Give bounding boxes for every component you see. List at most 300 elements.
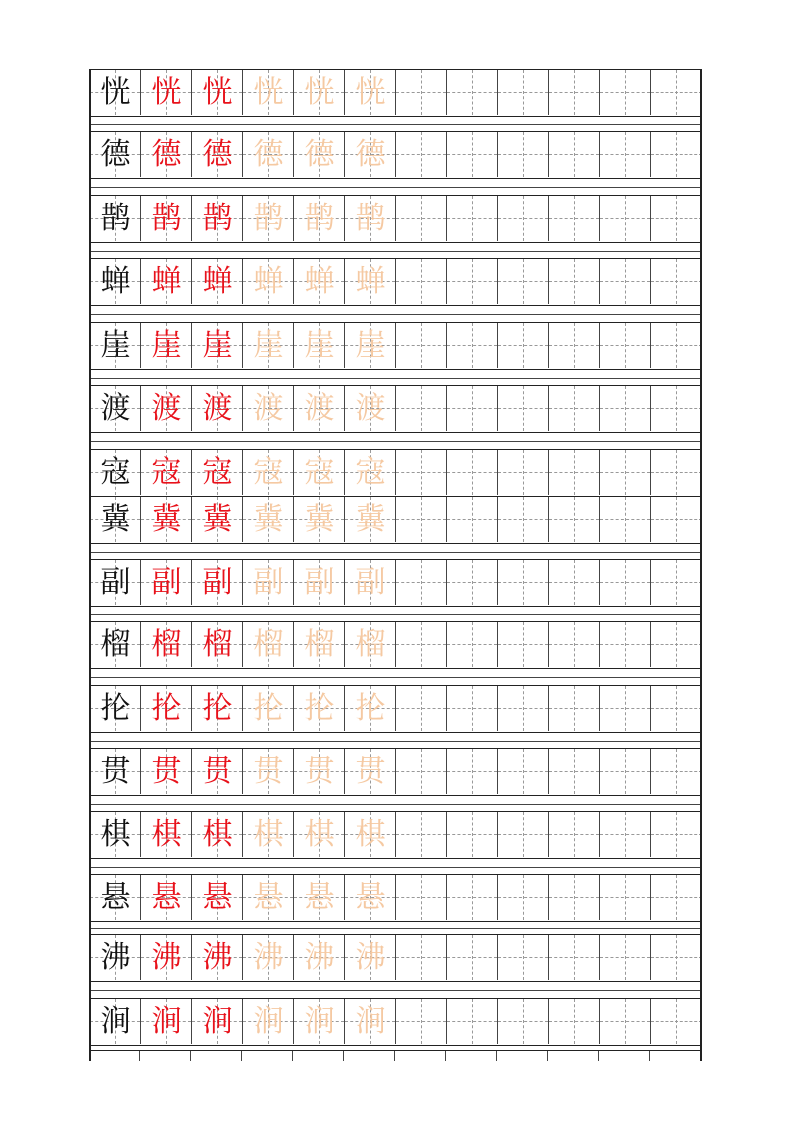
trace-character: 蝉 (304, 264, 335, 299)
guide-line-horizontal (396, 218, 446, 219)
grid-cell (89, 1051, 140, 1061)
red-sample-character: 副 (202, 565, 233, 600)
grid-cell (141, 935, 192, 980)
grid-cell[interactable] (396, 560, 447, 605)
guide-line-horizontal (396, 957, 446, 958)
grid-cell[interactable] (396, 497, 447, 542)
row-separator (89, 804, 701, 805)
grid-cell[interactable] (498, 935, 549, 980)
grid-cell[interactable] (600, 999, 651, 1044)
guide-line-horizontal (396, 1021, 446, 1022)
guide-line-horizontal (498, 519, 548, 520)
grid-cell[interactable] (549, 812, 600, 857)
grid-cell (243, 999, 294, 1044)
guide-line-horizontal (549, 708, 599, 709)
grid-cell (192, 450, 243, 495)
trace-character: 崖 (304, 328, 335, 363)
grid-cell (345, 323, 396, 368)
guide-line-horizontal (396, 519, 446, 520)
practice-row (89, 131, 701, 179)
grid-cell[interactable] (447, 686, 498, 731)
red-sample-character: 沸 (202, 940, 233, 975)
practice-row (89, 385, 701, 433)
grid-cell (243, 497, 294, 542)
guide-line-horizontal (498, 92, 548, 93)
grid-cell[interactable] (396, 749, 447, 794)
guide-line-horizontal (498, 408, 548, 409)
grid-cell (192, 812, 243, 857)
grid-cell (243, 622, 294, 667)
trace-character: 榴 (355, 627, 386, 662)
grid-cell (345, 259, 396, 304)
practice-row (89, 934, 701, 982)
grid-cell[interactable] (447, 70, 498, 115)
grid-cell[interactable] (396, 70, 447, 115)
grid-cell[interactable] (447, 935, 498, 980)
model-character: 寇 (100, 455, 131, 490)
grid-cell[interactable] (549, 132, 600, 177)
guide-line-horizontal (396, 281, 446, 282)
guide-line-horizontal (498, 345, 548, 346)
grid-cell[interactable] (498, 323, 549, 368)
practice-row (89, 496, 701, 544)
grid-cell (90, 259, 141, 304)
guide-line-horizontal (651, 345, 702, 346)
grid-cell[interactable] (498, 196, 549, 241)
trace-character: 贯 (355, 754, 386, 789)
grid-cell[interactable] (447, 497, 498, 542)
guide-line-horizontal (600, 897, 650, 898)
trace-character: 贯 (304, 754, 335, 789)
trace-character: 渡 (253, 391, 284, 426)
model-character: 崖 (100, 328, 131, 363)
grid-cell (141, 497, 192, 542)
grid-cell[interactable] (549, 259, 600, 304)
grid-cell (90, 875, 141, 920)
trace-character: 悬 (304, 880, 335, 915)
grid-cell[interactable] (447, 560, 498, 605)
grid-cell (497, 1051, 548, 1061)
grid-cell (90, 70, 141, 115)
practice-row (89, 69, 701, 117)
grid-cell (395, 1051, 446, 1061)
grid-cell (90, 560, 141, 605)
grid-cell[interactable] (396, 323, 447, 368)
trace-character: 棋 (253, 817, 284, 852)
grid-cell (192, 323, 243, 368)
grid-cell (90, 686, 141, 731)
grid-cell (90, 622, 141, 667)
trace-character: 鹊 (355, 201, 386, 236)
grid-cell[interactable] (396, 450, 447, 495)
grid-cell[interactable] (549, 196, 600, 241)
grid-cell (192, 70, 243, 115)
guide-line-horizontal (447, 644, 497, 645)
red-sample-character: 棋 (151, 817, 182, 852)
guide-line-horizontal (600, 957, 650, 958)
guide-line-horizontal (600, 472, 650, 473)
grid-cell (192, 686, 243, 731)
grid-cell (294, 812, 345, 857)
grid-cell (141, 450, 192, 495)
guide-line-horizontal (651, 834, 702, 835)
red-sample-character: 沸 (151, 940, 182, 975)
grid-cell[interactable] (651, 622, 702, 667)
red-sample-character: 悬 (202, 880, 233, 915)
grid-cell[interactable] (396, 812, 447, 857)
trace-character: 冀 (253, 502, 284, 537)
grid-cell[interactable] (549, 323, 600, 368)
grid-cell (141, 999, 192, 1044)
grid-cell[interactable] (600, 497, 651, 542)
grid-cell[interactable] (396, 875, 447, 920)
guide-line-horizontal (600, 519, 650, 520)
grid-cell[interactable] (651, 812, 702, 857)
grid-cell[interactable] (396, 132, 447, 177)
trace-character: 恍 (304, 75, 335, 110)
guide-line-horizontal (651, 957, 702, 958)
trace-character: 蝉 (355, 264, 386, 299)
grid-cell[interactable] (498, 999, 549, 1044)
grid-cell[interactable] (498, 560, 549, 605)
red-sample-character: 德 (202, 137, 233, 172)
guide-line-horizontal (549, 582, 599, 583)
grid-cell[interactable] (600, 875, 651, 920)
grid-cell[interactable] (549, 935, 600, 980)
grid-cell (141, 560, 192, 605)
grid-cell[interactable] (498, 875, 549, 920)
guide-line-horizontal (651, 92, 702, 93)
model-character: 冀 (100, 502, 131, 537)
grid-cell[interactable] (651, 999, 702, 1044)
red-sample-character: 副 (151, 565, 182, 600)
grid-cell (141, 132, 192, 177)
grid-cell[interactable] (498, 259, 549, 304)
grid-cell (345, 196, 396, 241)
guide-line-horizontal (651, 154, 702, 155)
red-sample-character: 渡 (202, 391, 233, 426)
grid-cell[interactable] (651, 749, 702, 794)
grid-cell (192, 196, 243, 241)
grid-cell[interactable] (549, 560, 600, 605)
grid-cell[interactable] (549, 70, 600, 115)
grid-cell (345, 560, 396, 605)
grid-cell (548, 1051, 599, 1061)
trace-character: 副 (355, 565, 386, 600)
grid-cell (90, 450, 141, 495)
grid-cell[interactable] (396, 622, 447, 667)
guide-line-horizontal (651, 644, 702, 645)
grid-cell[interactable] (651, 386, 702, 431)
grid-cell (243, 259, 294, 304)
guide-line-horizontal (396, 897, 446, 898)
grid-cell (294, 450, 345, 495)
trace-character: 沸 (304, 940, 335, 975)
grid-cell[interactable] (651, 323, 702, 368)
grid-cell[interactable] (447, 875, 498, 920)
guide-line-horizontal (600, 834, 650, 835)
grid-cell (294, 386, 345, 431)
trace-character: 鹊 (304, 201, 335, 236)
guide-line-horizontal (549, 154, 599, 155)
grid-cell (242, 1051, 293, 1061)
red-sample-character: 涧 (151, 1004, 182, 1039)
practice-row (89, 685, 701, 733)
grid-cell (243, 196, 294, 241)
guide-line-horizontal (396, 708, 446, 709)
trace-character: 副 (253, 565, 284, 600)
trace-character: 悬 (355, 880, 386, 915)
guide-line-horizontal (498, 897, 548, 898)
trace-character: 沸 (253, 940, 284, 975)
grid-cell[interactable] (498, 749, 549, 794)
grid-cell (243, 875, 294, 920)
trace-character: 蝉 (253, 264, 284, 299)
model-character: 棋 (100, 817, 131, 852)
grid-cell (90, 196, 141, 241)
grid-cell[interactable] (447, 132, 498, 177)
grid-cell[interactable] (447, 259, 498, 304)
grid-cell[interactable] (498, 450, 549, 495)
grid-cell[interactable] (600, 323, 651, 368)
guide-line-horizontal (498, 771, 548, 772)
grid-cell[interactable] (600, 70, 651, 115)
grid-cell (345, 622, 396, 667)
grid-cell (345, 812, 396, 857)
guide-line-horizontal (549, 644, 599, 645)
trace-character: 德 (355, 137, 386, 172)
grid-cell[interactable] (447, 622, 498, 667)
grid-cell[interactable] (549, 686, 600, 731)
guide-line-horizontal (447, 957, 497, 958)
guide-line-horizontal (549, 92, 599, 93)
grid-cell (243, 323, 294, 368)
grid-cell[interactable] (600, 622, 651, 667)
grid-cell (141, 259, 192, 304)
grid-cell (141, 196, 192, 241)
guide-line-horizontal (651, 408, 702, 409)
red-sample-character: 贯 (202, 754, 233, 789)
grid-cell[interactable] (651, 497, 702, 542)
guide-line-horizontal (447, 897, 497, 898)
practice-row (89, 559, 701, 607)
grid-cell[interactable] (447, 386, 498, 431)
guide-line-horizontal (396, 582, 446, 583)
grid-cell[interactable] (396, 196, 447, 241)
grid-cell[interactable] (651, 686, 702, 731)
guide-line-horizontal (498, 1021, 548, 1022)
grid-cell (294, 560, 345, 605)
trace-character: 榴 (304, 627, 335, 662)
guide-line-horizontal (600, 345, 650, 346)
row-separator (89, 928, 701, 929)
grid-cell (243, 70, 294, 115)
grid-cell[interactable] (396, 686, 447, 731)
grid-cell[interactable] (549, 386, 600, 431)
grid-cell (141, 875, 192, 920)
grid-cell (294, 196, 345, 241)
trace-character: 冀 (304, 502, 335, 537)
model-character: 榴 (100, 627, 131, 662)
row-separator (89, 552, 701, 553)
grid-cell[interactable] (651, 132, 702, 177)
grid-cell[interactable] (447, 812, 498, 857)
guide-line-horizontal (447, 281, 497, 282)
grid-cell (243, 132, 294, 177)
grid-cell[interactable] (600, 935, 651, 980)
grid-cell[interactable] (600, 560, 651, 605)
grid-cell[interactable] (498, 686, 549, 731)
grid-cell[interactable] (498, 386, 549, 431)
grid-cell[interactable] (651, 560, 702, 605)
red-sample-character: 抡 (151, 691, 182, 726)
grid-cell[interactable] (447, 196, 498, 241)
guide-line-horizontal (651, 281, 702, 282)
trace-character: 涧 (304, 1004, 335, 1039)
red-sample-character: 蝉 (202, 264, 233, 299)
grid-cell (345, 935, 396, 980)
grid-cell (192, 497, 243, 542)
grid-cell (294, 323, 345, 368)
grid-cell (243, 812, 294, 857)
grid-cell[interactable] (396, 935, 447, 980)
grid-cell (90, 497, 141, 542)
grid-cell[interactable] (447, 999, 498, 1044)
grid-cell (243, 749, 294, 794)
grid-cell (192, 999, 243, 1044)
grid-cell[interactable] (498, 497, 549, 542)
model-character: 沸 (100, 940, 131, 975)
grid-cell[interactable] (396, 386, 447, 431)
row-separator (89, 124, 701, 125)
guide-line-horizontal (600, 218, 650, 219)
grid-cell (243, 560, 294, 605)
grid-cell[interactable] (447, 450, 498, 495)
practice-row (89, 621, 701, 669)
practice-row (89, 322, 701, 370)
grid-cell[interactable] (600, 259, 651, 304)
grid-cell[interactable] (600, 812, 651, 857)
model-character: 贯 (100, 754, 131, 789)
grid-cell (90, 749, 141, 794)
grid-cell[interactable] (651, 259, 702, 304)
guide-line-horizontal (498, 582, 548, 583)
grid-cell[interactable] (447, 749, 498, 794)
model-character: 涧 (100, 1004, 131, 1039)
grid-cell[interactable] (600, 749, 651, 794)
red-sample-character: 榴 (151, 627, 182, 662)
guide-line-horizontal (498, 834, 548, 835)
red-sample-character: 冀 (202, 502, 233, 537)
grid-cell[interactable] (549, 497, 600, 542)
trace-character: 鹊 (253, 201, 284, 236)
grid-cell (191, 1051, 242, 1061)
grid-cell[interactable] (498, 812, 549, 857)
guide-line-horizontal (600, 644, 650, 645)
grid-cell[interactable] (600, 196, 651, 241)
grid-cell (446, 1051, 497, 1061)
grid-cell (192, 560, 243, 605)
grid-cell[interactable] (651, 450, 702, 495)
guide-line-horizontal (549, 897, 599, 898)
trace-character: 抡 (304, 691, 335, 726)
guide-line-horizontal (549, 1021, 599, 1022)
grid-cell (294, 686, 345, 731)
red-sample-character: 恍 (151, 75, 182, 110)
grid-cell (90, 999, 141, 1044)
trace-character: 副 (304, 565, 335, 600)
red-sample-character: 贯 (151, 754, 182, 789)
guide-line-horizontal (396, 472, 446, 473)
guide-line-horizontal (396, 408, 446, 409)
red-sample-character: 抡 (202, 691, 233, 726)
trace-character: 渡 (304, 391, 335, 426)
guide-line-horizontal (549, 472, 599, 473)
trace-character: 抡 (253, 691, 284, 726)
grid-cell (345, 497, 396, 542)
grid-cell (294, 132, 345, 177)
trace-character: 棋 (304, 817, 335, 852)
practice-row (89, 258, 701, 306)
model-character: 恍 (100, 75, 131, 110)
grid-cell[interactable] (447, 323, 498, 368)
grid-cell[interactable] (600, 386, 651, 431)
grid-cell (141, 749, 192, 794)
guide-line-horizontal (549, 957, 599, 958)
grid-cell[interactable] (651, 875, 702, 920)
guide-line-horizontal (498, 281, 548, 282)
guide-line-horizontal (447, 92, 497, 93)
guide-line-horizontal (549, 218, 599, 219)
grid-cell[interactable] (396, 259, 447, 304)
grid-cell (294, 497, 345, 542)
trace-character: 寇 (355, 455, 386, 490)
guide-line-horizontal (447, 408, 497, 409)
grid-cell[interactable] (600, 686, 651, 731)
grid-cell[interactable] (498, 622, 549, 667)
guide-line-horizontal (447, 154, 497, 155)
grid-cell[interactable] (600, 450, 651, 495)
grid-cell (141, 812, 192, 857)
grid-cell[interactable] (396, 999, 447, 1044)
grid-cell[interactable] (549, 999, 600, 1044)
grid-cell (141, 686, 192, 731)
guide-line-horizontal (600, 708, 650, 709)
guide-line-horizontal (549, 408, 599, 409)
red-sample-character: 鹊 (202, 201, 233, 236)
grid-cell (345, 450, 396, 495)
grid-cell[interactable] (549, 749, 600, 794)
grid-cell[interactable] (651, 935, 702, 980)
grid-cell[interactable] (651, 70, 702, 115)
grid-cell (345, 749, 396, 794)
practice-row (89, 998, 701, 1046)
red-sample-character: 蝉 (151, 264, 182, 299)
trace-character: 榴 (253, 627, 284, 662)
grid-cell[interactable] (549, 875, 600, 920)
grid-cell (90, 812, 141, 857)
guide-line-horizontal (600, 771, 650, 772)
row-separator (89, 990, 701, 991)
grid-cell[interactable] (549, 622, 600, 667)
grid-cell[interactable] (651, 196, 702, 241)
grid-cell[interactable] (498, 132, 549, 177)
grid-cell (345, 132, 396, 177)
grid-cell[interactable] (498, 70, 549, 115)
grid-cell[interactable] (600, 132, 651, 177)
practice-row (89, 449, 701, 497)
grid-cell[interactable] (549, 450, 600, 495)
